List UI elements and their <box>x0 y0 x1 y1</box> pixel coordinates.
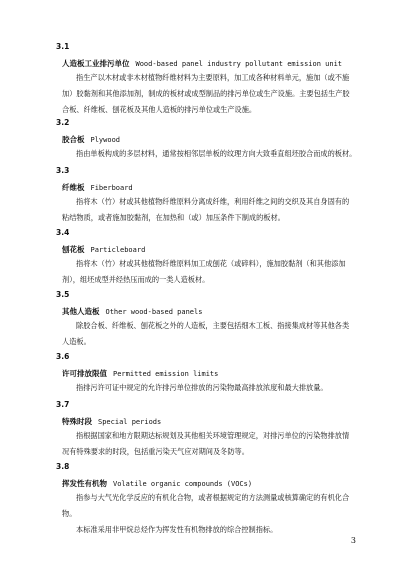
definition-line: 粘结物质，或者施加胶黏剂，在加热和（或）加压条件下制成的板材。 <box>62 213 285 222</box>
definition-line: 加）胶黏剂和其他添加剂，制成的板材或成型制品的排污单位或生产设施。主要包括生产胶 <box>62 89 350 98</box>
term-english: Permitted emission limits <box>113 370 219 378</box>
entry-number: 3.4 <box>56 228 70 237</box>
entry-term <box>62 368 218 379</box>
entry-term <box>62 478 252 489</box>
entry-term <box>62 134 120 145</box>
entry-term <box>62 58 342 69</box>
entry-number: 3.1 <box>56 42 70 51</box>
definition-line: 除胶合板、纤维板、刨花板之外的人造板，主要包括细木工板、指接集成材等其他各类 <box>76 321 350 330</box>
entry-definition <box>62 146 362 162</box>
term-chinese: 纤维板 <box>62 183 85 192</box>
term-english: Volatile organic compounds (VOCs) <box>113 480 253 488</box>
entry-definition <box>62 256 362 288</box>
term-chinese: 许可排放限值 <box>62 369 107 378</box>
definition-line: 指由单板构成的多层材料，通常按相邻层单板的纹理方向大致垂直组坯胶合而成的板材。 <box>76 149 357 158</box>
term-english: Fiberboard <box>90 184 133 192</box>
definition-line: 况有特殊要求的时段，包括重污染天气应对期间及冬防等。 <box>62 447 249 456</box>
entry-number: 3.8 <box>56 462 70 471</box>
definition-line: 指将木（竹）材或其他植物纤维原料分离成纤维，利用纤维之间的交织及其自身固有的 <box>76 197 350 206</box>
entry-number: 3.3 <box>56 166 70 175</box>
definition-line: 本标准采用非甲烷总烃作为挥发性有机物排放的综合控制指标。 <box>76 525 278 534</box>
entry-term <box>62 182 133 193</box>
entry-number: 3.6 <box>56 352 70 361</box>
definition-line: 指将木（竹）材或其他植物纤维原料加工成刨花（或碎料），施加胶黏剂（和其他添加 <box>76 259 346 268</box>
definition-line: 指生产以木材或非木材植物纤维材料为主要原料，加工成各种材料单元，施加（或不施 <box>76 73 350 82</box>
entry-term <box>62 244 145 255</box>
entry-number: 3.5 <box>56 290 70 299</box>
entry-definition <box>62 380 362 396</box>
definition-line: 合板、纤维板、刨花板及其他人造板的排污单位或生产设施。 <box>62 105 257 114</box>
entry-definition <box>62 70 362 118</box>
entry-number: 3.2 <box>56 118 70 127</box>
term-chinese: 刨花板 <box>62 245 85 254</box>
definition-line: 指参与大气光化学反应的有机化合物，或者根据规定的方法测量或核算确定的有机化合 <box>76 493 350 502</box>
entry-definition <box>62 428 362 460</box>
entry-definition <box>62 318 362 350</box>
definition-line: 指排污许可证中规定的允许排污单位排放的污染物最高排放浓度和最大排放量。 <box>76 383 328 392</box>
term-chinese: 挥发性有机物 <box>62 479 107 488</box>
term-chinese: 特殊时段 <box>62 417 92 426</box>
definition-line: 剂），组坯成型并经热压而成的一类人造板材。 <box>62 275 210 284</box>
term-english: Particleboard <box>90 246 146 254</box>
term-english: Other wood-based panels <box>105 308 203 316</box>
page-number: 3 <box>350 536 356 545</box>
term-chinese: 人造板工业排污单位 <box>62 59 130 68</box>
entry-definition <box>62 194 362 226</box>
term-chinese: 胶合板 <box>62 135 85 144</box>
entry-term <box>62 306 202 317</box>
entry-definition <box>62 490 362 538</box>
term-english: Plywood <box>90 136 121 144</box>
term-english: Special periods <box>98 418 162 426</box>
definition-line: 人造板。 <box>62 337 91 346</box>
entry-number: 3.7 <box>56 400 70 409</box>
term-chinese: 其他人造板 <box>62 307 100 316</box>
definition-line: 指根据国家和地方限期达标规划及其他相关环境管理规定，对排污单位的污染物排放情 <box>76 431 350 440</box>
entry-term <box>62 416 161 427</box>
term-english: Wood-based panel industry pollutant emission unit <box>135 60 343 68</box>
definition-line: 物。 <box>62 509 77 518</box>
